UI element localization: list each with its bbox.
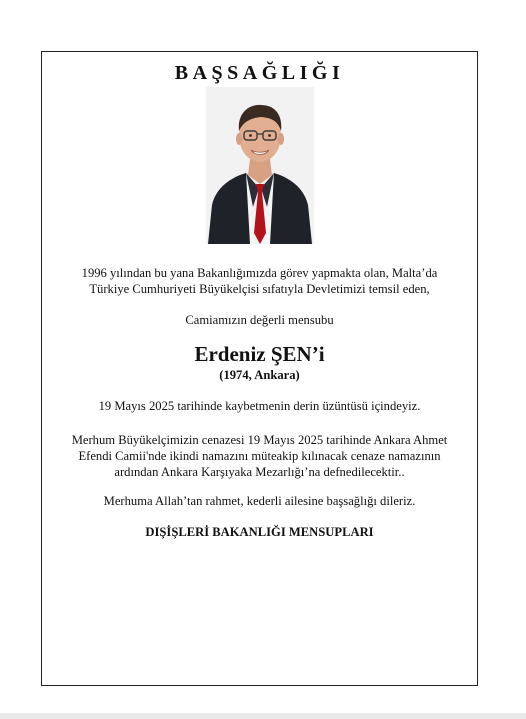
intro-line: Türkiye Cumhuriyeti Büyükelçisi sıfatıyla Devletimizi temsil eden, (89, 282, 430, 296)
portrait-photo (206, 87, 314, 244)
portrait-illustration (206, 87, 314, 244)
funeral-line: ardından Ankara Karşıyaka Mezarlığı’na defnedilecektir.. (114, 465, 405, 479)
page-bottom-edge (0, 713, 526, 719)
birth-info: (1974, Ankara) (219, 368, 300, 382)
funeral-paragraph (42, 432, 477, 480)
intro-line: 1996 yılından bu yana Bakanlığımızda görev yapmakta olan, Malta’da (81, 266, 438, 280)
signature: DIŞİŞLERİ BAKANLIĞI MENSUPLARI (145, 525, 374, 539)
intro-paragraph (42, 265, 477, 297)
funeral-line: Efendi Camii'nde ikindi namazını müteakip kılınacak cenaze namazının (78, 449, 441, 463)
member-line: Camiamızın değerli mensubu (185, 313, 334, 327)
death-line: 19 Mayıs 2025 tarihinde kaybetmenin derin üzüntüsü içindeyiz. (98, 399, 421, 413)
funeral-line: Merhum Büyükelçimizin cenazesi 19 Mayıs 2025 tarihinde Ankara Ahmet (71, 433, 448, 447)
deceased-name: Erdeniz ŞEN’i (194, 342, 325, 366)
condolence-line: Merhuma Allah’tan rahmet, kederli ailesine başsağlığı dileriz. (103, 494, 416, 508)
notice-title: BAŞSAĞLIĞI (174, 62, 345, 84)
notice-frame (41, 51, 478, 686)
